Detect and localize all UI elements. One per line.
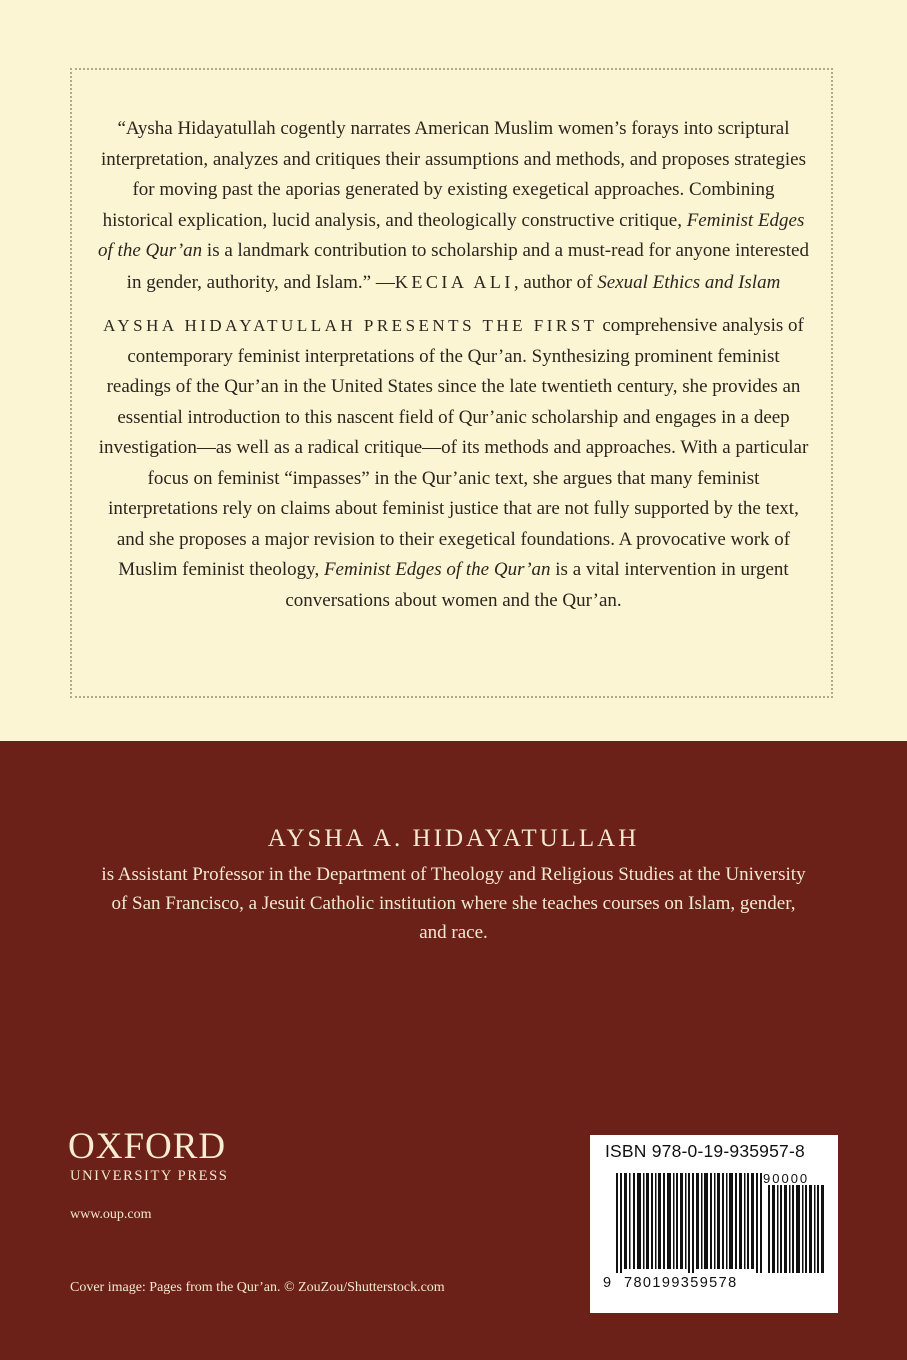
endorsement-quote bbox=[96, 114, 811, 298]
description-book-title: Feminist Edges of the Qur’an bbox=[323, 559, 551, 580]
barcode-icon bbox=[616, 1173, 828, 1273]
endorsement-book-title: Feminist Edges of the Qur’an bbox=[98, 209, 805, 261]
author-bio: is Assistant Professor in the Department of Theology and Religious Studies at the University of San Francisco, a Jesuit Catholic institution where she teaches courses on Islam, gender, and race. bbox=[101, 864, 806, 943]
publisher-logo: OXFORD bbox=[68, 1126, 227, 1167]
isbn-label: ISBN 978-0-19-935957-8 bbox=[605, 1141, 805, 1161]
endorsement-text-end: is a landmark contribution to scholarship and a must-read for anyone interested in gender, authority, and Islam.” bbox=[126, 240, 809, 293]
endorser-book: Sexual Ethics and Islam bbox=[597, 271, 781, 293]
author-name: AYSHA A. HIDAYATULLAH bbox=[267, 825, 640, 852]
barcode-digits: 780199359578 bbox=[624, 1275, 738, 1291]
publisher-website: www.oup.com bbox=[70, 1207, 152, 1222]
publisher-subtitle: UNIVERSITY PRESS bbox=[70, 1168, 229, 1184]
barcode-addon: 90000 bbox=[763, 1171, 810, 1186]
endorser-role: , author of bbox=[513, 271, 598, 293]
barcode-first-digit: 9 bbox=[603, 1275, 612, 1291]
cover-image-credit: Cover image: Pages from the Qur’an. © ZouZou/Shutterstock.com bbox=[70, 1280, 445, 1295]
blurb-text-block bbox=[96, 114, 811, 616]
endorsement-dash: — bbox=[371, 271, 395, 293]
description-text: comprehensive analysis of contemporary feminist interpretations of the Qur’an. Synthesizing prominent feminist readings of the Qur’an in the United States since the late twentieth century, she provides an essential introduction to this nascent field of Qur’anic scholarship and engages in a deep investigation—as well as a radical critique—of its methods and approaches. With a particular focus on feminist “impasses” in the Qur’anic text, she argues that many feminist interpretations rely on claims about feminist justice that are not fully supported by the text, and she proposes a major revision to their exegetical foundations. A provocative work of Muslim feminist theology, bbox=[98, 315, 809, 580]
endorser-name: KECIA ALI bbox=[394, 271, 514, 292]
barcode-panel bbox=[590, 1135, 838, 1313]
open-quote: “ bbox=[117, 118, 126, 139]
description-text-end: is a vital intervention in urgent conversations about women and the Qur’an. bbox=[285, 559, 789, 611]
description-lead: AYSHA HIDAYATULLAH PRESENTS THE FIRST bbox=[103, 316, 598, 335]
endorsement-text: Aysha Hidayatullah cogently narrates American Muslim women’s forays into scriptural interpretation, analyzes and critiques their assumptions and methods, and proposes strategies for moving past the aporias generated by existing exegetical approaches. Combining historical explication, lucid analysis, and theologically constructive critique, bbox=[101, 118, 806, 231]
book-description bbox=[96, 311, 811, 616]
